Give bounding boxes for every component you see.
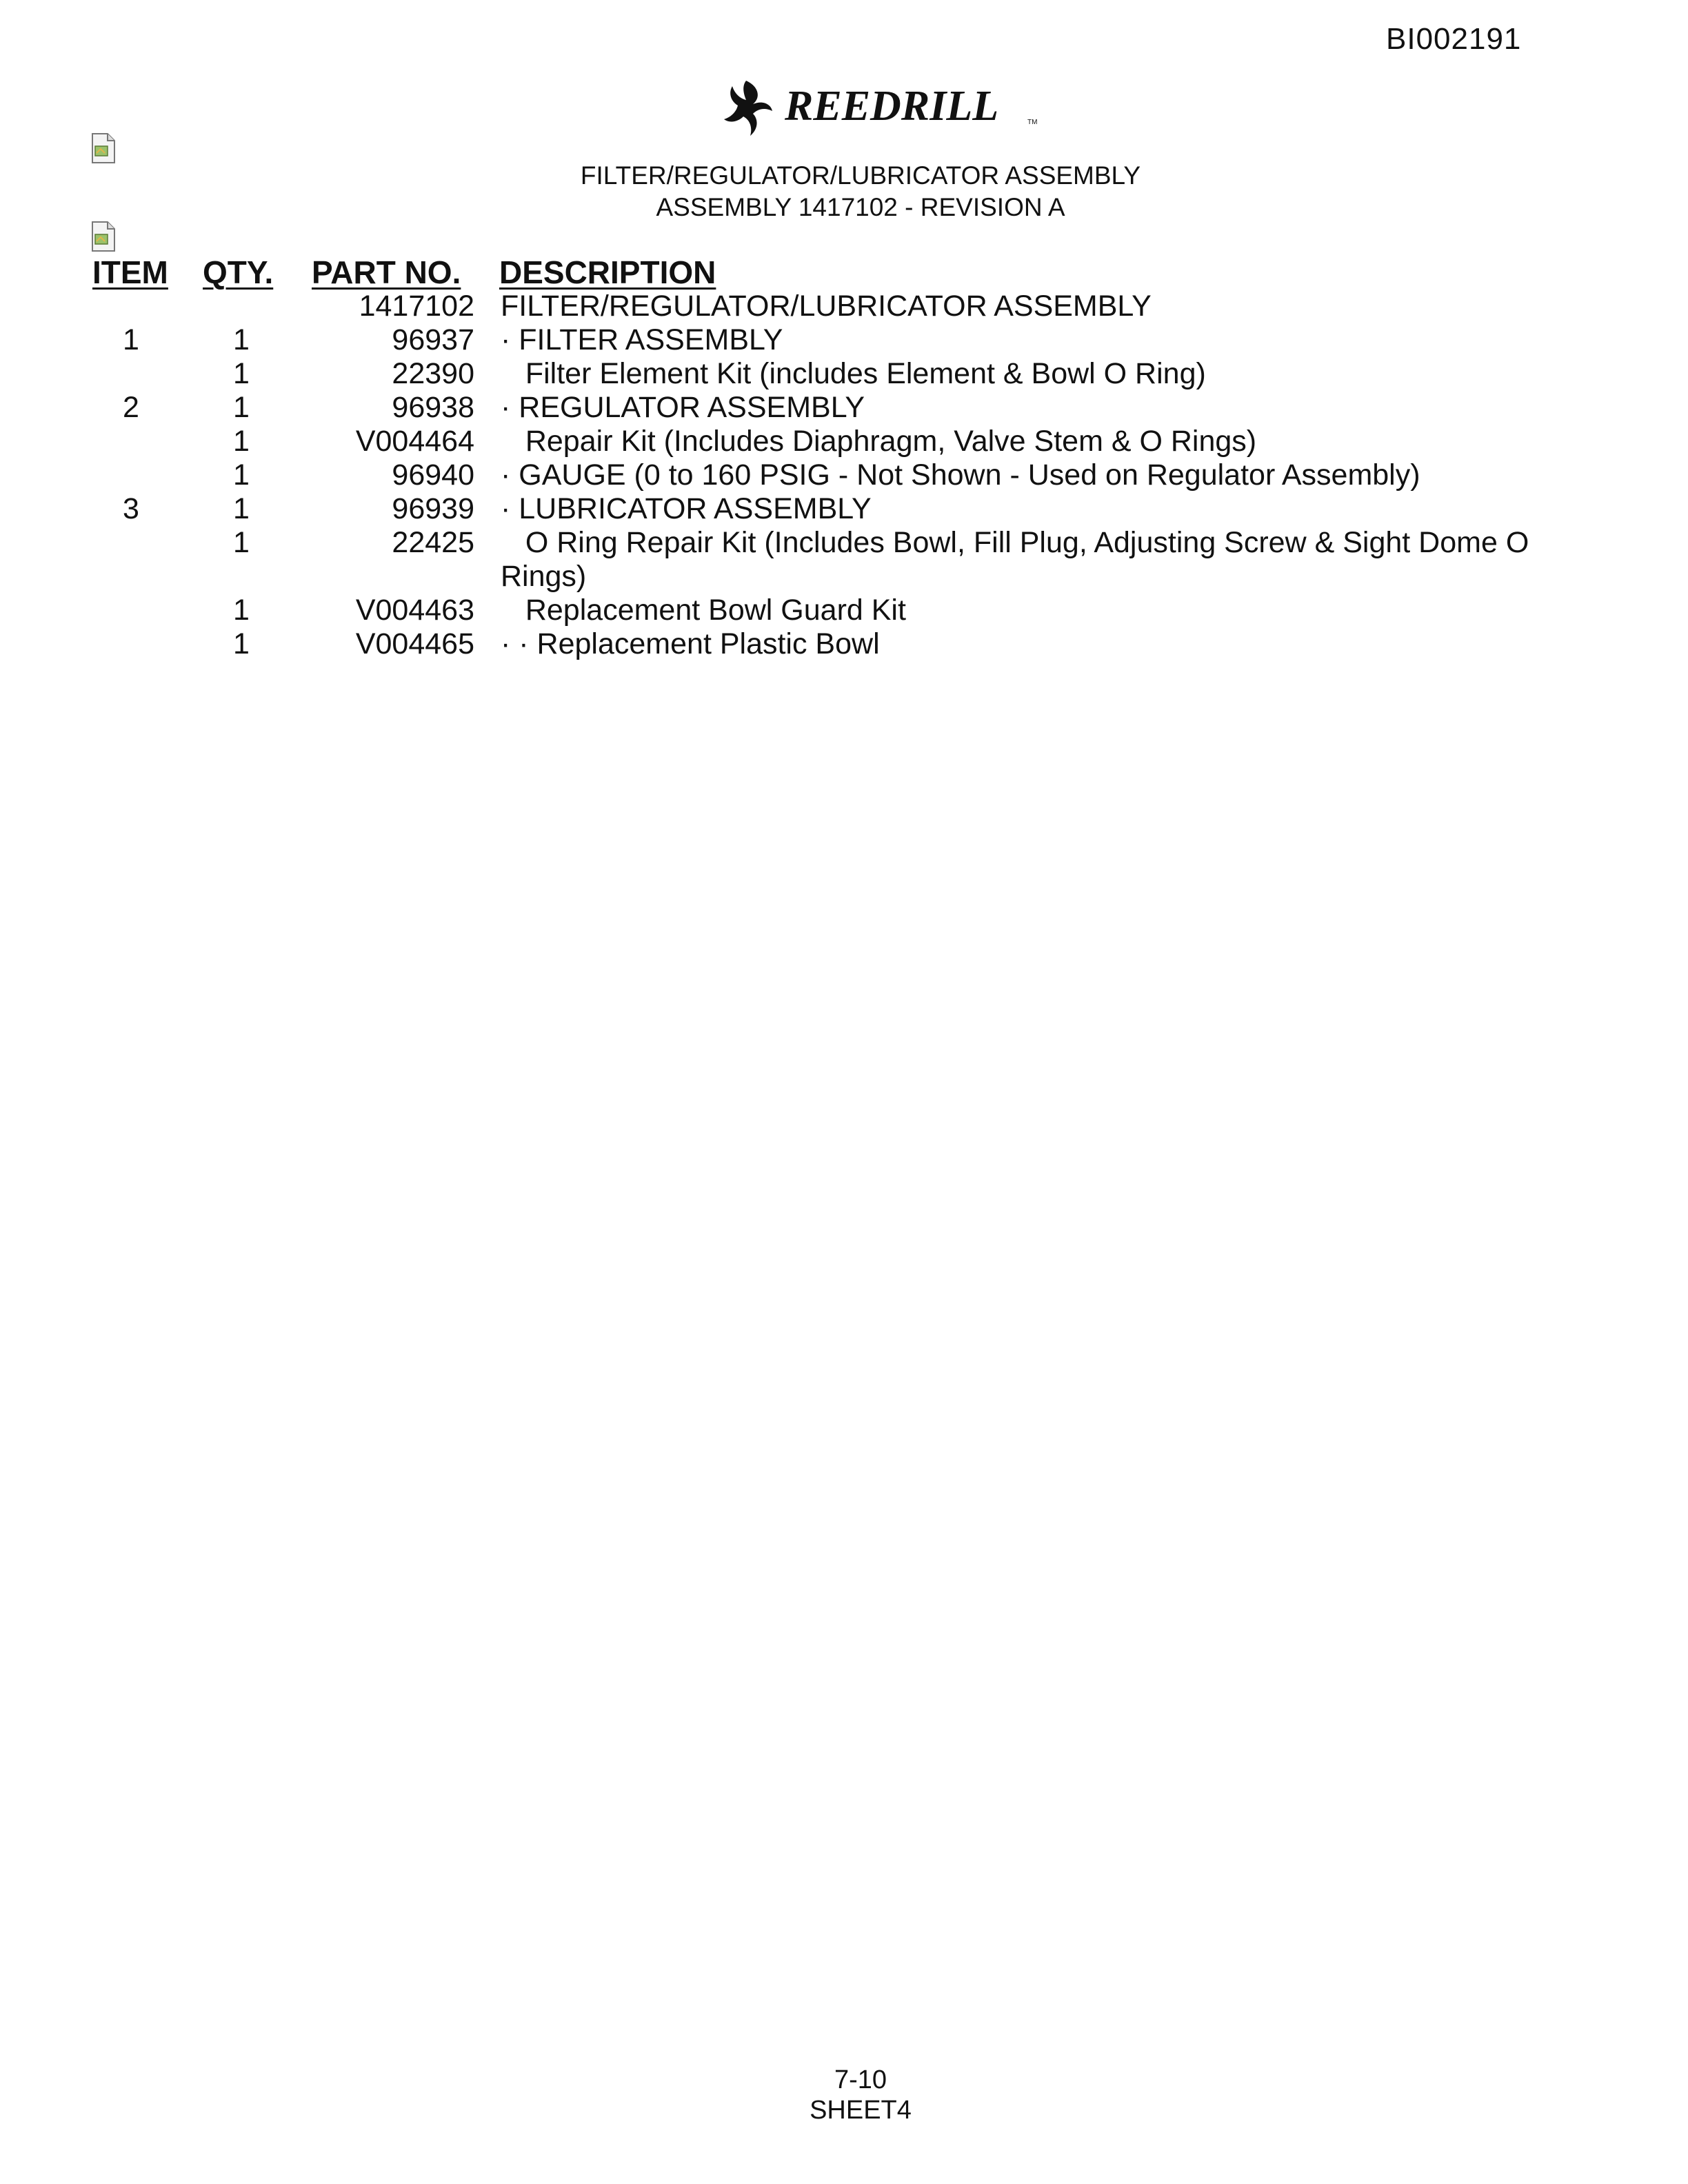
qty-cell: 1	[233, 526, 250, 559]
description-cell: Replacement Bowl Guard Kit	[501, 594, 906, 627]
table-row	[0, 458, 1688, 492]
qty-cell: 1	[233, 492, 250, 525]
qty-cell: 1	[233, 391, 250, 424]
parts-table	[0, 290, 1688, 661]
qty-cell: 1	[233, 458, 250, 492]
part-no-cell: 22390	[392, 357, 474, 390]
qty-cell: 1	[233, 323, 250, 356]
document-id: BI002191	[1386, 22, 1522, 56]
description-cell: · GAUGE (0 to 160 PSIG - Not Shown - Used on Regulator Assembly)	[501, 458, 1420, 492]
table-row	[0, 323, 1688, 357]
description-cell: · · Replacement Plastic Bowl	[501, 627, 880, 660]
part-no-cell: 22425	[392, 526, 474, 559]
header-item: ITEM	[92, 254, 168, 290]
part-no-cell: V004464	[355, 425, 474, 458]
table-row	[0, 391, 1688, 425]
part-no-cell: 96939	[392, 492, 474, 525]
table-row	[0, 425, 1688, 458]
page-subtitle: ASSEMBLY 1417102 - REVISION A	[656, 193, 1065, 221]
drill-bit-swirl-logo-icon	[724, 76, 1041, 138]
item-cell: 3	[123, 492, 139, 525]
qty-cell: 1	[233, 627, 250, 660]
part-no-cell: V004465	[355, 627, 474, 660]
qty-cell: 1	[233, 357, 250, 390]
description-cell: · FILTER ASSEMBLY	[501, 323, 783, 356]
table-row	[0, 357, 1688, 391]
description-cell: Filter Element Kit (includes Element & Bowl O Ring)	[501, 357, 1206, 390]
page-title: FILTER/REGULATOR/LUBRICATOR ASSEMBLY	[580, 161, 1141, 190]
qty-cell: 1	[233, 594, 250, 627]
part-no-cell: V004463	[355, 594, 474, 627]
document-image-icon	[90, 132, 117, 164]
description-cell: · REGULATOR ASSEMBLY	[501, 391, 865, 424]
description-cell: Repair Kit (Includes Diaphragm, Valve Stem & O Rings)	[501, 425, 1257, 458]
table-row	[0, 627, 1688, 661]
table-row	[0, 290, 1688, 323]
qty-cell: 1	[233, 425, 250, 458]
table-row	[0, 492, 1688, 526]
sheet-label: SHEET4	[810, 2096, 912, 2125]
header-part-no: PART NO.	[312, 254, 461, 290]
table-row	[0, 594, 1688, 627]
description-cell: O Ring Repair Kit (Includes Bowl, Fill Plug, Adjusting Screw & Sight Dome O Rings)	[501, 526, 1538, 593]
part-no-cell: 96937	[392, 323, 474, 356]
part-no-cell: 1417102	[359, 290, 474, 323]
header-description: DESCRIPTION	[499, 254, 716, 290]
part-no-cell: 96940	[392, 458, 474, 492]
table-row	[0, 526, 1688, 594]
description-cell: · LUBRICATOR ASSEMBLY	[501, 492, 872, 525]
svg-text:TM: TM	[1027, 119, 1038, 126]
page-number: 7-10	[834, 2065, 887, 2094]
item-cell: 1	[123, 323, 139, 356]
description-cell: FILTER/REGULATOR/LUBRICATOR ASSEMBLY	[501, 290, 1152, 323]
document-image-icon	[90, 221, 117, 252]
part-no-cell: 96938	[392, 391, 474, 424]
item-cell: 2	[123, 391, 139, 424]
header-qty: QTY.	[203, 254, 274, 290]
reedrill-logo	[724, 76, 1041, 138]
logo-text: REEDRILL	[785, 83, 999, 130]
